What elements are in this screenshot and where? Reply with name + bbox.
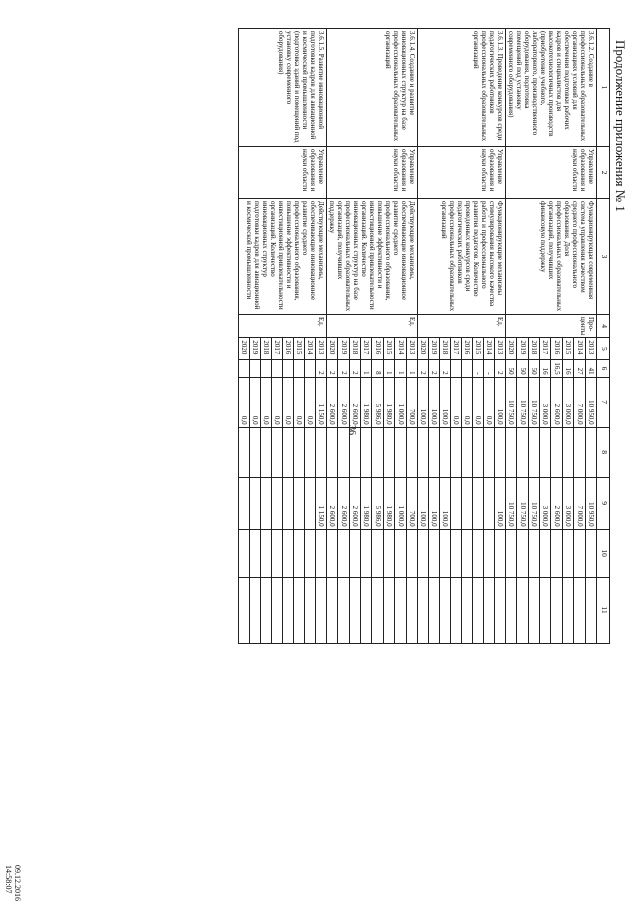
executor-cell: Управление образования и науки области	[239, 147, 327, 199]
value-cell	[574, 529, 585, 577]
value-cell	[239, 529, 250, 577]
value-cell: 5 986,0	[372, 477, 383, 529]
value-cell: 2 600,0	[327, 377, 338, 427]
year-cell: 2020	[327, 338, 338, 360]
value-cell	[440, 529, 451, 577]
value-cell: 2	[440, 360, 451, 377]
value-cell	[562, 529, 573, 577]
value-cell	[305, 360, 316, 377]
executor-cell: Управление образования и науки области	[418, 147, 506, 199]
value-cell: 10 750,0	[506, 377, 517, 427]
value-cell: 100,0	[495, 477, 506, 529]
value-cell: 1 000,0	[395, 477, 406, 529]
unit-cell: Ед.	[418, 315, 506, 338]
value-cell	[272, 529, 283, 577]
value-cell: 0,0	[473, 377, 484, 427]
value-cell: 100,0	[429, 377, 440, 427]
value-cell	[361, 427, 372, 477]
value-cell	[250, 360, 261, 377]
value-cell	[585, 577, 596, 643]
year-cell: 2016	[551, 338, 562, 360]
value-cell	[261, 577, 272, 643]
year-cell: 2018	[528, 338, 539, 360]
value-cell	[372, 529, 383, 577]
print-timestamp: 09.12.2016 14:58:07	[4, 865, 22, 901]
value-cell: 700,0	[406, 377, 417, 427]
value-cell	[294, 477, 305, 529]
value-cell: 2 600,0	[349, 377, 360, 427]
year-cell: 2015	[294, 338, 305, 360]
value-cell	[462, 577, 473, 643]
value-cell	[305, 477, 316, 529]
column-number: 4	[597, 315, 610, 338]
value-cell: 1	[383, 360, 394, 377]
year-cell: 2017	[272, 338, 283, 360]
value-cell	[473, 427, 484, 477]
value-cell	[406, 427, 417, 477]
value-cell	[540, 529, 551, 577]
value-cell	[585, 427, 596, 477]
value-cell	[551, 577, 562, 643]
value-cell	[462, 427, 473, 477]
table-row	[316, 29, 327, 644]
value-cell	[462, 360, 473, 377]
value-cell: 100,0	[440, 377, 451, 427]
value-cell	[418, 577, 429, 643]
value-cell	[506, 529, 517, 577]
value-cell	[294, 529, 305, 577]
executor-cell: Управление образования и науки области	[327, 147, 418, 199]
executor-cell: Управление образования и науки области	[506, 147, 597, 199]
value-cell: 27	[574, 360, 585, 377]
value-cell: 7 000,0	[574, 477, 585, 529]
value-cell	[361, 529, 372, 577]
value-cell	[327, 427, 338, 477]
value-cell: 1 980,0	[361, 377, 372, 427]
value-cell: 2	[495, 360, 506, 377]
measure-cell: 3.6.1.4. Создание и развитие инновационных структур на базе профессиональных образовательных организаций	[327, 29, 418, 147]
value-cell	[283, 360, 294, 377]
value-cell	[338, 577, 349, 643]
year-cell: 2014	[305, 338, 316, 360]
column-number-row	[597, 29, 610, 644]
value-cell	[506, 427, 517, 477]
value-cell	[495, 529, 506, 577]
value-cell: 2	[327, 360, 338, 377]
year-cell: 2019	[517, 338, 528, 360]
value-cell	[272, 427, 283, 477]
value-cell	[239, 577, 250, 643]
measure-cell: 3.6.1.5. Развитие инновационной подготовки кадров для авиационной и космической промышленности (подготовка зданий и помещений под установку современного оборудования)	[239, 29, 327, 147]
value-cell: 2 600,0	[338, 377, 349, 427]
year-cell: 2018	[349, 338, 360, 360]
value-cell	[372, 577, 383, 643]
value-cell	[551, 427, 562, 477]
value-cell	[327, 577, 338, 643]
value-cell: 2	[338, 360, 349, 377]
value-cell	[418, 427, 429, 477]
column-number: 5	[597, 338, 610, 360]
value-cell	[250, 477, 261, 529]
year-cell: 2016	[462, 338, 473, 360]
value-cell: 16	[562, 360, 573, 377]
value-cell: 8	[372, 360, 383, 377]
value-cell	[239, 360, 250, 377]
value-cell	[272, 577, 283, 643]
program-table	[238, 28, 610, 644]
value-cell	[574, 577, 585, 643]
value-cell	[327, 529, 338, 577]
value-cell: 50	[528, 360, 539, 377]
unit-cell: Про-центы	[506, 315, 597, 338]
value-cell	[574, 427, 585, 477]
value-cell: 41	[585, 360, 596, 377]
year-cell: 2016	[283, 338, 294, 360]
value-cell	[383, 577, 394, 643]
year-cell: 2017	[361, 338, 372, 360]
value-cell	[473, 577, 484, 643]
year-cell: 2019	[429, 338, 440, 360]
column-number: 3	[597, 199, 610, 315]
indicator-cell: Функционирующие механизмы стимулирования высокого качества работы и профессионального развития педагогов. Количество проведенных конкурсов среди педагогических работников профессиональных образовательных организаций	[418, 199, 506, 315]
value-cell: 1 150,0	[316, 477, 327, 529]
value-cell: 100,0	[418, 477, 429, 529]
value-cell: 100,0	[440, 477, 451, 529]
value-cell	[551, 529, 562, 577]
value-cell: 100,0	[429, 477, 440, 529]
value-cell	[283, 529, 294, 577]
year-cell: 2013	[585, 338, 596, 360]
value-cell	[316, 577, 327, 643]
value-cell: 0,0	[294, 377, 305, 427]
value-cell	[316, 529, 327, 577]
page-number: 36	[346, 425, 357, 435]
value-cell	[305, 577, 316, 643]
value-cell	[349, 529, 360, 577]
value-cell: 16,5	[551, 360, 562, 377]
value-cell: 0,0	[261, 377, 272, 427]
value-cell	[517, 529, 528, 577]
table-row	[406, 29, 417, 644]
measure-cell: 3.6.1.2. Создание в профессиональных образовательных организациях условий для обеспечения подготовки рабочих кадров и специалистов для высокотехнологичных производств (приобретение учебного, лабораторного, производственного оборудования, подготовка помещений под установку современного оборудования)	[506, 29, 597, 147]
value-cell	[506, 577, 517, 643]
column-number: 8	[597, 427, 610, 477]
value-cell	[250, 577, 261, 643]
value-cell: 3 000,0	[540, 377, 551, 427]
value-cell	[495, 577, 506, 643]
value-cell	[451, 360, 462, 377]
value-cell	[484, 477, 495, 529]
value-cell	[528, 529, 539, 577]
value-cell	[451, 577, 462, 643]
value-cell	[372, 427, 383, 477]
value-cell: -	[473, 360, 484, 377]
value-cell: 2 600,0	[349, 477, 360, 529]
value-cell: 0,0	[239, 377, 250, 427]
year-cell: 2016	[372, 338, 383, 360]
value-cell	[383, 529, 394, 577]
value-cell: 100,0	[495, 377, 506, 427]
year-cell: 2013	[316, 338, 327, 360]
value-cell: 1	[406, 360, 417, 377]
value-cell: 3 000,0	[562, 477, 573, 529]
column-number: 2	[597, 147, 610, 199]
value-cell: 1 980,0	[383, 477, 394, 529]
column-number: 11	[597, 577, 610, 643]
table-row	[495, 29, 506, 644]
value-cell	[349, 577, 360, 643]
value-cell: 2 600,0	[338, 477, 349, 529]
value-cell: 3 000,0	[562, 377, 573, 427]
year-cell: 2020	[506, 338, 517, 360]
value-cell	[484, 529, 495, 577]
value-cell: 1 980,0	[383, 377, 394, 427]
value-cell: 2	[429, 360, 440, 377]
value-cell	[283, 427, 294, 477]
value-cell	[272, 477, 283, 529]
value-cell	[250, 427, 261, 477]
value-cell	[283, 577, 294, 643]
value-cell	[418, 529, 429, 577]
value-cell: 5 986,0	[372, 377, 383, 427]
value-cell	[250, 529, 261, 577]
value-cell: 10 750,0	[528, 377, 539, 427]
value-cell	[294, 360, 305, 377]
value-cell: 10 750,0	[506, 477, 517, 529]
value-cell: 7 000,0	[574, 377, 585, 427]
value-cell	[294, 577, 305, 643]
value-cell	[316, 427, 327, 477]
value-cell	[562, 427, 573, 477]
value-cell	[406, 529, 417, 577]
value-cell: 0,0	[462, 377, 473, 427]
value-cell: 1 150,0	[316, 377, 327, 427]
value-cell	[440, 427, 451, 477]
value-cell	[239, 477, 250, 529]
value-cell	[395, 529, 406, 577]
value-cell: 2	[316, 360, 327, 377]
value-cell	[585, 529, 596, 577]
value-cell	[517, 577, 528, 643]
value-cell: 0,0	[250, 377, 261, 427]
year-cell: 2020	[239, 338, 250, 360]
value-cell	[462, 529, 473, 577]
value-cell: 700,0	[406, 477, 417, 529]
value-cell: 100,0	[418, 377, 429, 427]
year-cell: 2019	[338, 338, 349, 360]
value-cell	[517, 427, 528, 477]
value-cell: 1	[395, 360, 406, 377]
value-cell	[261, 529, 272, 577]
year-cell: 2015	[562, 338, 573, 360]
year-cell: 2013	[406, 338, 417, 360]
value-cell	[261, 360, 272, 377]
year-cell: 2018	[261, 338, 272, 360]
indicator-cell: Функционирующая современная система управления качеством среднего профессионального образования. Доля профессиональных образовательных организаций, получивших финансовую поддержку	[506, 199, 597, 315]
value-cell	[451, 529, 462, 577]
year-cell: 2014	[484, 338, 495, 360]
value-cell: 10 750,0	[528, 477, 539, 529]
year-cell: 2017	[540, 338, 551, 360]
value-cell	[294, 427, 305, 477]
value-cell: 2 600,0	[551, 377, 562, 427]
value-cell	[338, 427, 349, 477]
value-cell	[528, 577, 539, 643]
value-cell: 10 750,0	[517, 377, 528, 427]
value-cell: -	[484, 360, 495, 377]
value-cell: 0,0	[484, 377, 495, 427]
value-cell	[261, 427, 272, 477]
value-cell	[395, 577, 406, 643]
value-cell	[429, 427, 440, 477]
indicator-cell: Действующие механизмы, обеспечивающие инновационное развитие среднего профессионального образования, повышение эффективности и инвестиционной привлекательности организаций. Количество инновационных структур на базе профессиональных образовательных организаций, получивших поддержку	[327, 199, 418, 315]
year-cell: 2017	[451, 338, 462, 360]
value-cell: 1 980,0	[361, 477, 372, 529]
unit-cell: Ед.	[327, 315, 418, 338]
value-cell: 10 950,0	[585, 377, 596, 427]
value-cell: 0,0	[283, 377, 294, 427]
year-cell: 2015	[473, 338, 484, 360]
value-cell	[540, 427, 551, 477]
value-cell	[395, 427, 406, 477]
value-cell	[473, 477, 484, 529]
value-cell	[429, 577, 440, 643]
value-cell	[462, 477, 473, 529]
value-cell	[540, 577, 551, 643]
value-cell	[239, 427, 250, 477]
column-number: 6	[597, 360, 610, 377]
value-cell	[338, 529, 349, 577]
value-cell	[484, 427, 495, 477]
value-cell	[562, 577, 573, 643]
value-cell	[261, 477, 272, 529]
value-cell	[528, 427, 539, 477]
value-cell	[283, 477, 294, 529]
value-cell	[305, 427, 316, 477]
value-cell: 0,0	[451, 377, 462, 427]
value-cell: 1 000,0	[395, 377, 406, 427]
value-cell: 0,0	[272, 377, 283, 427]
value-cell: 16	[540, 360, 551, 377]
table-row	[585, 29, 596, 644]
column-number: 7	[597, 377, 610, 427]
value-cell	[473, 529, 484, 577]
value-cell: 50	[517, 360, 528, 377]
value-cell	[361, 577, 372, 643]
value-cell	[305, 529, 316, 577]
year-cell: 2020	[418, 338, 429, 360]
column-number: 9	[597, 477, 610, 529]
value-cell	[495, 427, 506, 477]
unit-cell: Ед.	[239, 315, 327, 338]
value-cell: 2	[349, 360, 360, 377]
year-cell: 2014	[574, 338, 585, 360]
value-cell: 1	[361, 360, 372, 377]
value-cell	[406, 577, 417, 643]
value-cell: 50	[506, 360, 517, 377]
column-number: 1	[597, 29, 610, 147]
value-cell: 2 600,0	[327, 477, 338, 529]
value-cell	[272, 360, 283, 377]
column-number: 10	[597, 529, 610, 577]
value-cell: 3 000,0	[540, 477, 551, 529]
indicator-cell: Действующие механизмы, обеспечивающие инновационное развитие среднего профессионального образования, повышение эффективности и инвестиционной привлекательности организаций. Количество инновационных структур подготовки кадров для авиационной и космической промышленности	[239, 199, 327, 315]
value-cell	[484, 577, 495, 643]
value-cell	[429, 529, 440, 577]
value-cell: 10 950,0	[585, 477, 596, 529]
year-cell: 2015	[383, 338, 394, 360]
value-cell	[349, 427, 360, 477]
year-cell: 2019	[250, 338, 261, 360]
value-cell: 10 750,0	[517, 477, 528, 529]
year-cell: 2014	[395, 338, 406, 360]
value-cell	[451, 477, 462, 529]
year-cell: 2013	[495, 338, 506, 360]
value-cell	[440, 577, 451, 643]
value-cell	[383, 427, 394, 477]
measure-cell: 3.6.1.3. Проведение конкурсов среди педагогических работников профессиональных образовательных организаций	[418, 29, 506, 147]
value-cell: 2 600,0	[551, 477, 562, 529]
continuation-title: Продолжение приложения № 1	[613, 40, 628, 212]
value-cell	[451, 427, 462, 477]
value-cell: 0,0	[305, 377, 316, 427]
year-cell: 2018	[440, 338, 451, 360]
value-cell: 2	[418, 360, 429, 377]
